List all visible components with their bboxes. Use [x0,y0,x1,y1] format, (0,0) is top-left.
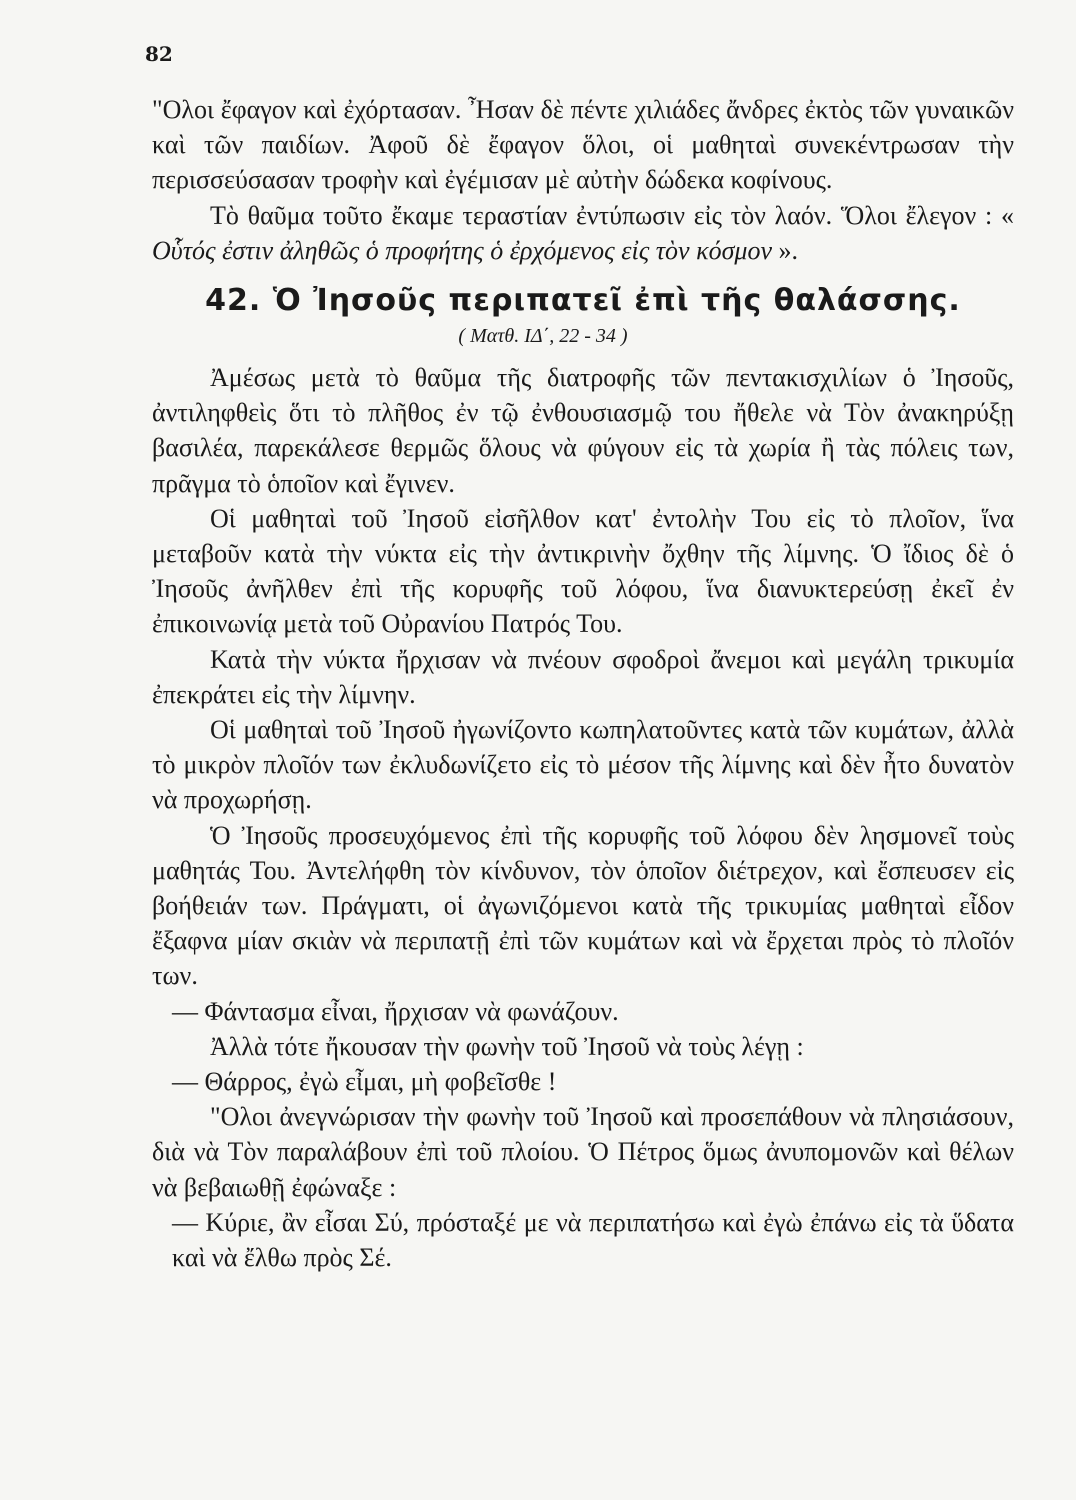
paragraph-miracle [152,198,1014,268]
dialogue-courage: — Θάρρος, ἐγὼ εἶμαι, μὴ φοβεῖσθε ! [172,1067,557,1097]
dialogue-peter: — Κύριε, ἂν εἶσαι Σύ, πρόσταξέ με νὰ περιπατήσω καὶ ἐγὼ ἐπάνω εἰς τὰ ὕδατα καὶ νὰ ἔλθω πρὸς Σέ. [172,1207,1014,1273]
paragraph-after-feeding: Ἀμέσως μετὰ τὸ θαῦμα τῆς διατροφῆς τῶν πεντακισχιλίων ὁ Ἰησοῦς, ἀντιληφθεὶς ὅτι τὸ πλῆθος ἐν τῷ ἐνθουσιασμῷ του ἤθελε νὰ Τὸν ἀνακηρύξῃ βασιλέα, παρεκάλεσε θερμῶς ὅλους νὰ φύγουν εἰς τὰ χωρία ἢ τὰς πόλεις των, πρᾶγμα τὸ ὁποῖον καὶ ἔγινεν. [152,363,1014,498]
paragraph-heard-voice: Ἀλλὰ τότε ἤκουσαν τὴν φωνὴν τοῦ Ἰησοῦ νὰ τοὺς λέγῃ : [210,1031,804,1061]
dialogue-ghost: — Φάντασμα εἶναι, ἤρχισαν νὰ φωνάζουν. [172,996,619,1026]
paragraph-miracle-lead: Τὸ θαῦμα τοῦτο ἔκαμε τεραστίαν ἐντύπωσιν εἰς τὸν λαόν. Ὅλοι ἔλεγον : « [210,200,1014,230]
paragraph-recognized: "Ολοι ἀνεγνώρισαν τὴν φωνὴν τοῦ Ἰησοῦ καὶ προσεπάθουν νὰ πλησιάσουν, διὰ νὰ Τὸν παραλάβουν ἐπὶ τοῦ πλοίου. Ὁ Πέτρος ὅμως ἀνυπομονῶν καὶ θέλων νὰ βεβαιωθῇ ἐφώναξε : [152,1102,1014,1202]
paragraph-disciples-boat: Οἱ μαθηταὶ τοῦ Ἰησοῦ εἰσῆλθον κατ' ἐντολὴν Του εἰς τὸ πλοῖον, ἵνα μεταβοῦν κατὰ τὴν νύκτα εἰς τὴν ἀντικρινὴν ὄχθην τῆς λίμνης. Ὁ ἴδιος δὲ ὁ Ἰησοῦς ἀνῆλθεν ἐπὶ τῆς κορυφῆς τοῦ λόφου, ἵνα διανυκτερεύσῃ ἐκεῖ ἐν ἐπικοινωνίᾳ μετὰ τοῦ Οὐρανίου Πατρός Του. [152,503,1014,639]
scripture-reference: ( Ματθ. ΙΔ΄, 22 - 34 ) [458,325,628,348]
section-heading: 42. Ὁ Ἰησοῦς περιπατεῖ ἐπὶ τῆς θαλάσσης. [205,283,961,319]
page-text [152,92,1014,1275]
paragraph-loaves: "Ολοι ἔφαγον καὶ ἐχόρτασαν. Ἦσαν δὲ πέντε χιλιάδες ἄνδρες ἐκτὸς τῶν γυναικῶν καὶ τῶν παιδίων. Ἀφοῦ δὲ ἔφαγον ὅλοι, οἱ μαθηταὶ συνεκέντρωσαν τὴν περισσεύσασαν τροφὴν καὶ ἐγέμισαν μὲ αὐτὴν δώδεκα κοφίνους. [152,95,1014,195]
paragraph-storm: Κατὰ τὴν νύκτα ἤρχισαν νὰ πνέουν σφοδροὶ ἄνεμοι καὶ μεγάλη τρικυμία ἐπεκράτει εἰς τὴν λίμνην. [152,644,1014,709]
prophet-quote: Οὗτός ἐστιν ἀληθῶς ὁ προφήτης ὁ ἐρχόμενος εἰς τὸν κόσμον [152,235,779,265]
page-number: 82 [145,42,173,66]
paragraph-miracle-tail: ». [778,235,798,265]
paragraph-rowing: Οἱ μαθηταὶ τοῦ Ἰησοῦ ἠγωνίζοντο κωπηλατοῦντες κατὰ τῶν κυμάτων, ἀλλὰ τὸ μικρὸν πλοῖόν των ἐκλυδωνίζετο εἰς τὸ μέσον τῆς λίμνης καὶ δὲν ἦτο δυνατὸν νὰ προχωρήσῃ. [152,715,1014,815]
paragraph-walking-on-water: Ὁ Ἰησοῦς προσευχόμενος ἐπὶ τῆς κορυφῆς τοῦ λόφου δὲν λησμονεῖ τοὺς μαθητάς Του. Ἀντελήφθη τὸν κίνδυνον, τὸν ὁποῖον διέτρεχον, καὶ ἔσπευσεν εἰς βοήθειάν των. Πράγματι, οἱ ἀγωνιζόμενοι κατὰ τῆς τρικυμίας μαθηταὶ εἶδον ἔξαφνα μίαν σκιὰν νὰ περιπατῇ ἐπὶ τῶν κυμάτων καὶ νὰ ἔρχεται πρὸς τὸ πλοῖόν των. [152,820,1014,991]
